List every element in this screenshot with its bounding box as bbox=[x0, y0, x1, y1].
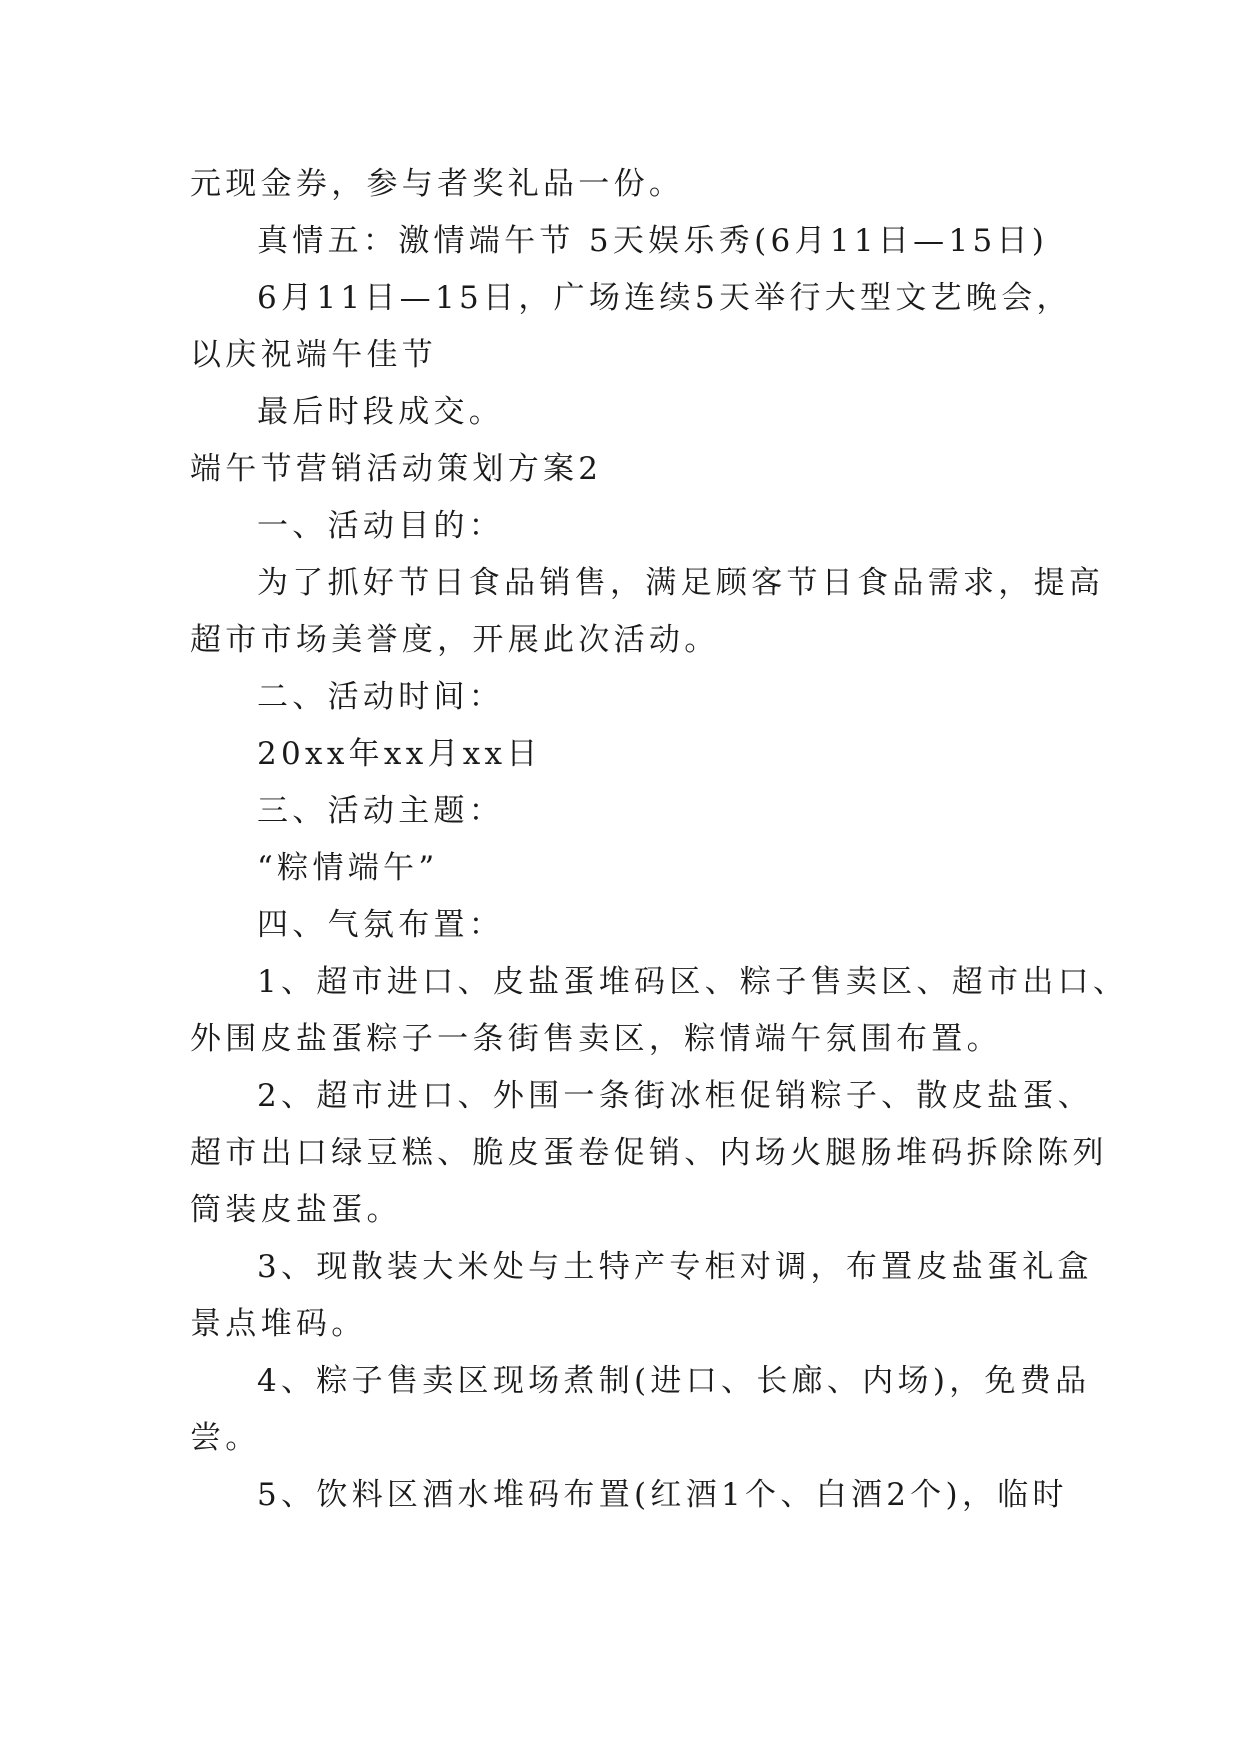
text-line: 一、活动目的： bbox=[257, 508, 505, 544]
text-line: 1、超市进口、皮盐蛋堆码区、粽子售卖区、超市出口、 bbox=[257, 964, 1129, 1000]
text-line: 20xx年xx月xx日 bbox=[257, 736, 542, 772]
text-line: 三、活动主题： bbox=[257, 793, 505, 829]
text-line: 4、粽子售卖区现场煮制(进口、长廊、内场)，免费品 bbox=[257, 1363, 1091, 1399]
text-line: 筒装皮盐蛋。 bbox=[190, 1192, 402, 1228]
text-line: 外围皮盐蛋粽子一条街售卖区，粽情端午氛围布置。 bbox=[190, 1021, 1002, 1057]
text-line: 真情五：激情端午节 5天娱乐秀(6月11日—15日) bbox=[257, 223, 1049, 259]
text-line: 5、饮料区酒水堆码布置(红酒1个、白酒2个)，临时 bbox=[257, 1477, 1068, 1513]
text-line: “粽情端午” bbox=[257, 850, 439, 886]
text-line: 二、活动时间： bbox=[257, 679, 505, 715]
text-line: 元现金券，参与者奖礼品一份。 bbox=[190, 166, 685, 202]
text-line: 6月11日—15日，广场连续5天举行大型文艺晚会， bbox=[257, 280, 1072, 316]
text-line: 2、超市进口、外围一条街冰柜促销粽子、散皮盐蛋、 bbox=[257, 1078, 1093, 1114]
text-line: 四、气氛布置： bbox=[257, 907, 505, 943]
text-line: 超市市场美誉度，开展此次活动。 bbox=[190, 622, 720, 658]
text-line: 为了抓好节日食品销售，满足顾客节日食品需求，提高 bbox=[257, 565, 1105, 601]
text-line: 尝。 bbox=[190, 1420, 261, 1456]
text-line: 最后时段成交。 bbox=[257, 394, 505, 430]
text-line: 超市出口绿豆糕、脆皮蛋卷促销、内场火腿肠堆码拆除陈列 bbox=[190, 1135, 1108, 1171]
text-line: 景点堆码。 bbox=[190, 1306, 367, 1342]
section-heading: 端午节营销活动策划方案2 bbox=[190, 451, 603, 487]
text-line: 以庆祝端午佳节 bbox=[190, 337, 438, 373]
text-line: 3、现散装大米处与土特产专柜对调，布置皮盐蛋礼盒 bbox=[257, 1249, 1093, 1285]
